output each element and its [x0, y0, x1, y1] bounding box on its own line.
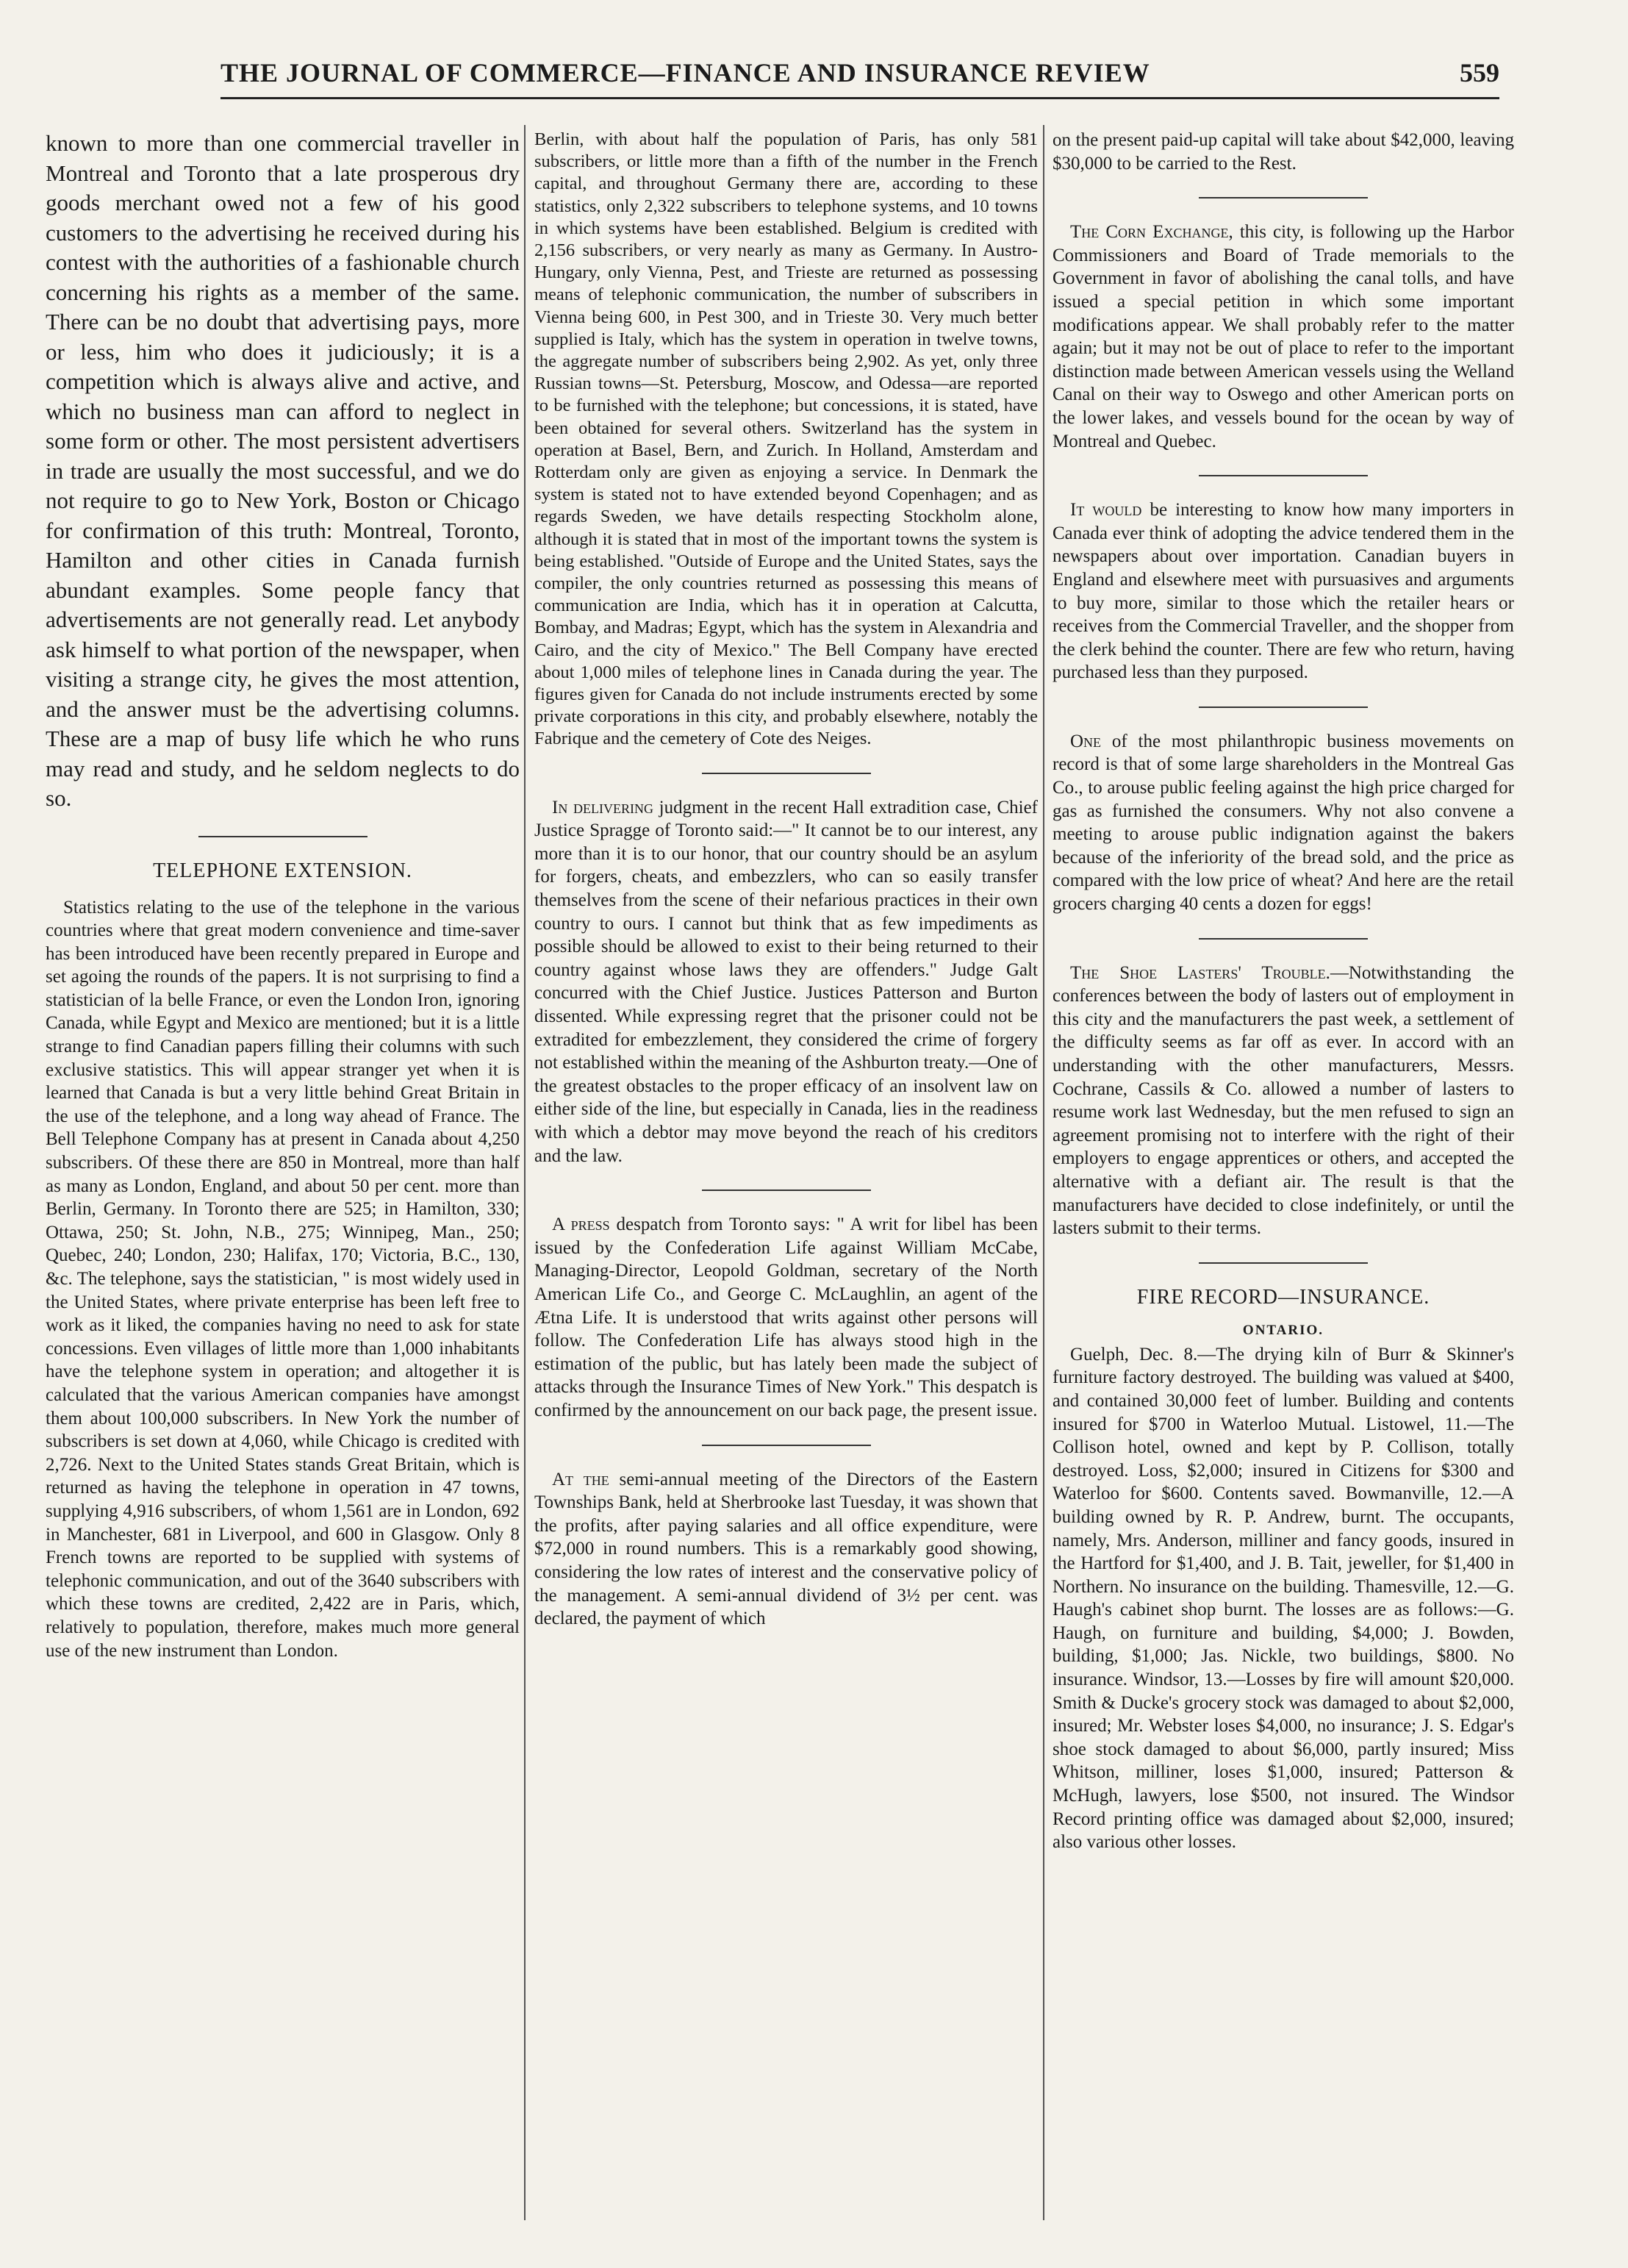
article-body: —Notwithstanding the conferences between the body of lasters out of employment in this city and the manufacturers the past week, a settlement of the difficulty seems as far off as ever. In accord with an understanding with the other manufacturers, Messrs. Cochrane, Cassils & Co. allowed a number of lasters to resume work last Wednesday, but the men refused to sign an agreement promising not to interfere with the right of their employers to engage apprentices or others, and accepted the alternative with a defiant air. The result is that the manufacturers have decided to close indefinitely, or until the lasters submit to their terms. — [1053, 962, 1514, 1239]
masthead-title: THE JOURNAL OF COMMERCE—FINANCE AND INSURANCE REVIEW — [220, 58, 1150, 87]
article-hall-extradition — [534, 796, 1038, 1168]
article-eastern-townships-bank — [534, 1468, 1038, 1631]
section-title-telephone: TELEPHONE EXTENSION. — [153, 859, 412, 882]
article-body: judgment in the recent Hall extradition case, Chief Justice Spragge of Toronto said:—" It cannot be to our interest, any more than it is to our honor, that our country should be an asylum for forgers, cheats, and embezzlers, who can so easily transfer themselves from the scene of their nefarious practices in their own country to ours. I cannot but think that as few impediments as possible should be allowed to exist to their being returned to their country against whose laws they are offenders." Judge Galt concurred with the Chief Justice. Justices Patterson and Burton dissented. While expressing regret that the prisoner could not be extradited for embezzlement, they considered the crime of forgery not established within the meaning of the Ashburton treaty.—One of the greatest obstacles to the proper efficacy of an insolvent law on either side of the line, but especially in Canada, lies in the readiness with which a debtor may move beyond the reach of his creditors and the law. — [534, 797, 1038, 1166]
article-body: this city, is following up the Harbor Commissioners and Board of Trade memorials to the Government in favor of abolishing the canal tolls, and have issued a special petition in which some important modifications appear. We shall probably refer to the matter again; but it may not be out of place to refer to the important distinction made between American vessels using the Welland Canal on their way to Oswego and other American ports on the lower lakes, and vessels bound for the ocean by way of Montreal and Quebec. — [1053, 222, 1514, 451]
page-number: 559 — [1460, 58, 1499, 87]
lead-in: A press — [552, 1215, 610, 1235]
article-body: of the most philanthropic business movements on record is that of some large shareholders in the Montreal Gas Co., to arouse public feeling against the high price charged for gas as furnished the consumers. Why not also convene a meeting to arouse public indignation against the bakers because of the inferiority of the bread sold, and the price as compared with the low price of wheat? And here are the retail grocers charging 40 cents a dozen for eggs! — [1053, 731, 1514, 915]
lead-in: In delivering — [552, 797, 653, 818]
section-divider — [1199, 475, 1368, 476]
lead-in: It would — [1070, 500, 1142, 521]
lead-in: At the — [552, 1469, 609, 1489]
section-divider — [1199, 706, 1368, 708]
section-divider — [1199, 1262, 1368, 1264]
section-divider — [1199, 197, 1368, 198]
lead-in: The Shoe Lasters' Trouble. — [1070, 962, 1330, 983]
article-fire-record: Guelph, Dec. 8.—The drying kiln of Burr & Skinner's furniture factory destroyed. The building was valued at $400, and contained 30,000 feet of lumber. Building and contents insured for $700 in Waterloo Mutual. Listowel, 11.—The Collison hotel, owned and kept by P. Collison, totally destroyed. Loss, $2,000; insured in Citizens for $300 and Waterloo for $600. Contents saved. Bowmanville, 12.—A building owned by R. P. Andrew, burnt. The occupants, namely, Mrs. Anderson, milliner and fancy goods, insured in the Hartford for $1,400, and J. B. Tait, jeweller, for $1,400 in Northern. No insurance on the building. Thamesville, 12.—G. Haugh's cabinet shop burnt. The losses are as follows:—G. Haugh, on furniture and building, $4,000; J. Bowden, building, $1,000; Jas. Nickle, two buildings, $800. No insurance. Windsor, 13.—Losses by fire will amount $20,000. Smith & Ducke's grocery stock was damaged to about $2,000, insured; Mr. Webster loses $4,000, no insurance; J. S. Edgar's shoe stock damaged to about $6,000, partly insured; Miss Whitson, milliner, loses $1,000, insured; Patterson & McHugh, lawyers, lose $500, not insured. The Windsor Record printing office was damaged about $2,000, insured; also various other losses. — [1053, 1344, 1514, 1853]
article-gas-company — [1053, 730, 1514, 916]
lead-in: One — [1070, 731, 1102, 751]
article-body: be interesting to know how many importers in Canada ever think of adopting the advice tendered them in the newspapers about over importation. Canadian buyers in England and elsewhere meet with pursuasives and arguments to buy more, similar to those which the retailer hears or receives from the Commercial Traveller, and the shopper from the clerk behind the counter. There are few who return, having purchased less than they purposed. — [1053, 500, 1514, 683]
article-libel-writ — [534, 1213, 1038, 1422]
subhead-ontario: ONTARIO. — [1242, 1322, 1324, 1338]
article-telephone: Statistics relating to the use of the telephone in the various countries where that great modern convenience and time-saver has been introduced have been recently prepared in Europe and set agoing the rounds of the papers. It is not surprising to find a statistician of la belle France, or even the London Iron, ignoring Canada, while Egypt and Mexico are mentioned; but it is a little strange to find Canadian papers filling their columns with such exclusive statistics. This will appear stranger yet when it is learned that Canada is but a very little behind Great Britain in the use of the telephone, and a long way ahead of France. The Bell Telephone Company has at present in Canada about 4,250 subscribers. Of these there are 850 in Montreal, more than half as many as London, England, and about 50 per cent. more than Berlin, Germany. In Toronto there are 525; in Hamilton, 330; Ottawa, 250; St. John, N.B., 275; Winnipeg, Man., 250; Quebec, 240; London, 230; Halifax, 170; Victoria, B.C., 130, &c. The telephone, says the statistician, " is most widely used in the United States, where private enterprise has been left free to work as it liked, the companies having no need to ask for state concessions. Even villages of little more than 1,000 inhabitants have the telephone system in operation; and altogether it is calculated that the various American companies have amongst them about 100,000 subscribers. In New York the number of subscribers is set down at 4,060, while Chicago is credited with 2,726. Next to the United States stands Great Britain, which is returned as having the telephone in operation in 47 towns, supplying 4,916 subscribers, of whom 1,561 are in London, 692 in Manchester, 681 in Liverpool, and 600 in Glasgow. Only 8 French towns are reported to be supplied with systems of telephonic communication, and out of the 3640 subscribers with which these towns are credited, 2,422 are in Paris, which, relatively to population, therefore, makes much more general use of the new instrument than London. — [46, 897, 520, 1661]
section-title-fire-record: FIRE RECORD—INSURANCE. — [1136, 1285, 1430, 1309]
page-header — [220, 53, 1499, 99]
section-divider — [702, 773, 871, 774]
column-divider — [1043, 125, 1044, 2220]
section-divider — [702, 1190, 871, 1191]
article-telephone-continued: Berlin, with about half the population of Paris, has only 581 subscribers, or little more than a fifth of the number in the French capital, and throughout Germany there are, according to these statistics, only 2,322 subscribers to telephone systems, and 10 towns in which systems have been established. Belgium is credited with 2,156 subscribers, or very nearly as many as Germany. In Austro-Hungary, only Vienna, Pest, and Trieste are returned as possessing means of telephonic communication, the number of subscribers in Vienna being 600, in Pest 300, and in Trieste 30. Very much better supplied is Italy, which has the system in operation in twelve towns, the aggregate number of subscribers being 2,902. As yet, only three Russian towns—St. Petersburg, Moscow, and Odessa—are reported to be furnished with the telephone; but concessions, it is stated, have been obtained for several others. Switzerland has the system in operation at Basel, Bern, and Zurich. In Holland, Amsterdam and Rotterdam only are given as enjoying a service. In Denmark the system is stated not to have extended beyond Copenhagen; and as regards Sweden, we have details respecting Stockholm alone, although it is stated that in most of the important towns the system is being established. "Outside of Europe and the United States, says the compiler, the only countries returned as possessing this means of communication are India, which has it in operation at Calcutta, Bombay, and Madras; Egypt, which has the system in Alexandria and Cairo, and the city of Mexico." The Bell Company have erected about 1,000 miles of telephone lines in Canada during the year. The figures given for Canada do not include instruments erected by some private corporations in this city, and probably elsewhere, notably the Fabrique and the cemetery of Cote des Neiges. — [534, 129, 1038, 749]
article-body: semi-annual meeting of the Directors of the Eastern Townships Bank, held at Sherbrooke last Tuesday, it was shown that the profits, after paying salaries and all office expenditure, were $72,000 in round numbers. This is a remarkably good showing, considering the low rates of interest and the conservative policy of the management. A semi-annual dividend of 3½ per cent. was declared, the payment of which — [534, 1469, 1038, 1629]
column-1 — [46, 129, 520, 2246]
article-shoe-lasters — [1053, 962, 1514, 1240]
article-importers — [1053, 498, 1514, 684]
column-3 — [1053, 129, 1514, 2246]
column-2 — [534, 129, 1038, 2246]
article-eastern-townships-continued: on the present paid-up capital will take about $42,000, leaving $30,000 to be carried to the Rest. — [1053, 130, 1514, 174]
section-divider — [198, 836, 367, 837]
column-divider — [524, 125, 526, 2220]
section-divider — [702, 1445, 871, 1446]
article-corn-exchange — [1053, 221, 1514, 453]
article-advertising: known to more than one commercial traveller in Montreal and Toronto that a late prosperous dry goods merchant owed not a few of his good customers to the advertising he received during his contest with the authorities of a fashionable church concerning his rights as a member of the same. There can be no doubt that advertising pays, more or less, him who does it judiciously; it is a competition which is always alive and active, and which no business man can afford to neglect in some form or other. The most persistent advertisers in trade are usually the most successful, and we do not require to go to New York, Boston or Chicago for confirmation of this truth: Montreal, Toronto, Hamilton and other cities in Canada furnish abundant examples. Some people fancy that advertisements are not generally read. Let anybody ask himself to what portion of the newspaper, when visiting a strange city, he gives the most attention, and the answer must be the advertising columns. These are a map of busy life which he who runs may read and study, and he seldom neglects to do so. — [46, 130, 520, 811]
lead-in: The Corn Exchange, — [1070, 222, 1233, 243]
article-body: despatch from Toronto says: " A writ for libel has been issued by the Confederation Life against William McCabe, Managing-Director, Leopold Goldman, secretary of the North American Life Co., and George C. McLaughlin, an agent of the Ætna Life. It is understood that writs against other persons will follow. The Confederation Life has always stood high in the estimation of the public, but has lately been made the subject of attacks through the Insurance Times of New York." This despatch is confirmed by the announcement on our back page, the present issue. — [534, 1215, 1038, 1420]
section-divider — [1199, 938, 1368, 940]
